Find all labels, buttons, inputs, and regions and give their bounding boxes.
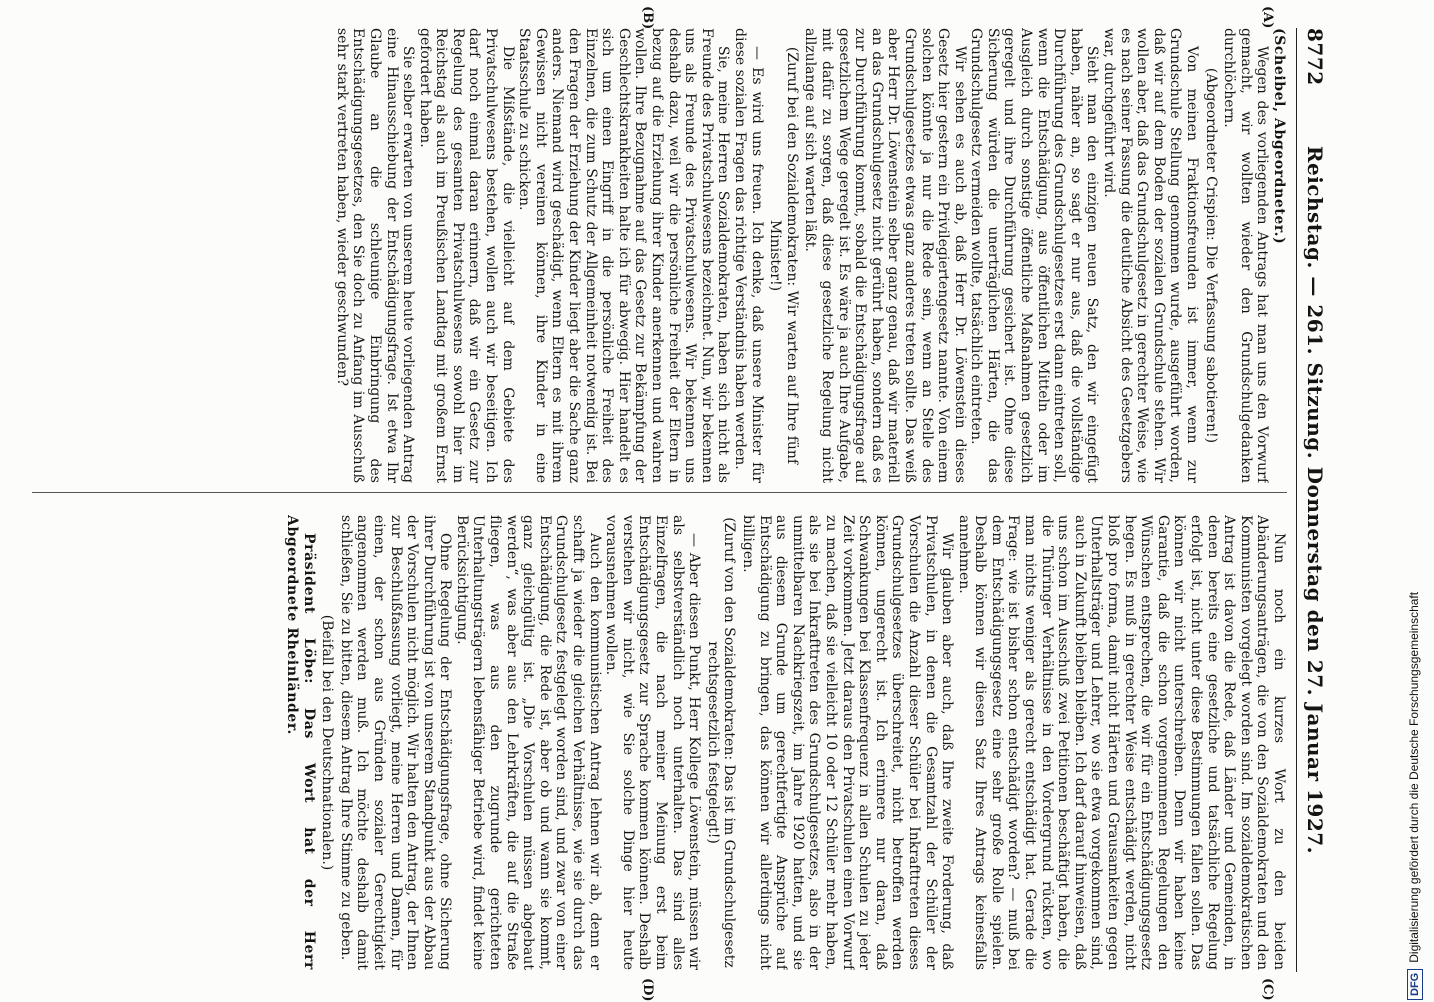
dfg-logo-icon: DFG <box>1407 969 1423 1000</box>
right-column <box>32 515 1287 970</box>
interjection: (Beifall bei den Deutschnationalen.) <box>319 614 336 871</box>
paragraph: Ohne Regelung der Entschädigungsfrage, ohne Sicherung ihrer Durchführung ist von unserem Standpunkt aus der Abbau der Vorschulen nicht möglich. Wir halten den Antrag, der Ihnen zur Beschlußfassung vorliegt, meine Herren und Damen, für einen, der schon aus Gründen sozialer Gerechtigkeit angenommen werden muß. Ich möchte deshalb damit schließen, Sie zu bitten, diesem Antrag Ihre Stimme zu geben. <box>337 515 454 970</box>
paragraph: Sie, meine Herren Sozialdemokraten, haben sich nicht als Freunde des Privatschulwesens bezeichnet. Nun, wir bekennen uns als Freunde des Privatschulwesens. Wir bekennen uns deshalb dazu, weil wir die persönliche Freiheit der Eltern in bezug auf die Erziehung ihrer Kinder anerkennen und wahren wollen. Ihre Bezugnahme auf das Gesetz zur Bekämpfung der Geschlechtskrankheiten halte ich für abwegig. Hier handelt es sich um einen Eingriff in die persönliche Freiheit des Einzelnen, die zum Schutz der Allgemeinheit notwendig ist. Bei den Fragen der Erziehung der Kinder liegt aber die Sache ganz anders. Niemand wird geschädigt, wenn Eltern es mit ihrem Gewissen nicht vereinen können, ihre Kinder in eine Staatsschule zu schicken. <box>516 28 732 483</box>
paragraph: Wir sehen es auch ab, daß Herr Dr. Löwenstein dieses Gesetz hier gestern ein Privilegiertengesetz nannte. Von einem solchen könnte ja nur die Rede sein, wenn an Stelle des Grundschulgesetzes etwas ganz anderes treten sollte. Das weiß aber Herr Dr. Löwenstein selber ganz genau, daß wir materiell an das Grundschulgesetz nicht gerührt haben, sondern daß es zur Durchführung kommt, sobald die Entschädigungsfrage auf gesetzlichem Wege geregelt ist. Es wäre ja auch Ihre Aufgabe, mit dafür zu sorgen, daß diese gesetzliche Regelung nicht allzulange auf sich warten läßt. <box>802 28 968 483</box>
page-title: Reichstag. — 261. Sitzung. Donnerstag den 27. Januar 1927. <box>1303 145 1327 855</box>
column-divider <box>32 492 1287 493</box>
margin-marker-b: (B) <box>640 6 655 30</box>
newspaper-page <box>15 0 1335 1000</box>
margin-marker-a: (A) <box>1260 6 1275 29</box>
paragraph: Wegen des vorliegenden Antrags hat man uns den Vorwurf gemacht, wir wollten wieder den Grundschulgedanken durchlöchern. <box>1221 28 1271 483</box>
credit-text: Digitalisierung gefördert durch die Deutsche Forschungsgemeinschaft <box>1407 591 1421 963</box>
speaker-label: (Scheibel, Abgeordneter.) <box>1271 28 1287 245</box>
paragraph: Auch den kommunistischen Antrag lehnen wir ab, denn er schafft ja wieder die gleichen Verhältnisse, wie sie durch das Grundschulgesetz festgelegt worden sind, und zwar von einer Entschädigung, die Rede ist, aber ob und wann sie kommt, ganz gleichgültig ist. „Die Vorschulen müssen abgebaut werden“, was aber aus den Lehrkräften, die auf die Straße fliegen, was aus den zugrunde gerichteten Unterhaltungsträgern lebensfähiger Betriebe wird, findet keine Berücksichtigung. <box>453 515 603 970</box>
paragraph: Nun noch ein kurzes Wort zu den beiden Abänderungsanträgen, die von den Sozialdemokraten und den Kommunisten vorgelegt worden sind. Im sozialdemokratischen Antrag ist davon die Rede, daß Länder und Gemeinden, in denen bereits eine gesetzliche und tatsächliche Regelung erfolgt ist, nicht unter diese Bestimmungen fallen sollen. Das können wir nicht unterschreiben. Denn wir haben keine Garantie, daß die schon vorgenommenen Regelungen den Wünschen entsprechen, die wir für ein Entschädigungsgesetz hegen. Es muß in gerechter Weise entschädigt werden, nicht bloß pro forma, damit nicht Härten und Grausamkeiten gegen Unterhaltsträger und Lehrer, wo sie etwa vorgekommen sind, auch in Zukunft bleiben bleiben. Ich darf darauf hinweisen, daß uns schon im Ausschuß zwei Petitionen beschäftigt haben, die die Thüringer Verhältnisse in den Vordergrund rückten, wo man nichts weniger als gerecht entschädigt hat. Gerade die Frage: wie ist bisher schon entschädigt worden? — muß bei dem Entschädigungsgesetz eine sehr große Rolle spielen. Deshalb können wir diesen Satz Ihres Antrags keinesfalls annehmen. <box>955 515 1287 970</box>
paragraph: Wir glauben aber auch, daß Ihre zweite Forderung, daß Privatschulen, in denen die Gesamtzahl der Schüler der Vorschulen die Anzahl dieser Schüler bei Inkrafttreten dieses Grundschulgesetzes überschreitet, nicht betroffen werden können, ungerecht ist. Ich erinnere nur daran, daß Schwankungen bei Klassenfrequenz in allen Schulen zu jeder Zeit vorkommen. Jetzt daraus den Privatschulen einen Vorwurf zu machen, daß sie vielleicht 10 oder 12 Schüler mehr haben, als sie bei Inkrafttreten des Grundschulgesetzes, also in der unmittelbaren Nachkriegszeit, im Jahre 1920 hatten, und sie aus diesem Grunde um gerechtfertigte Ansprüche auf Entschädigung zu bringen, das können wir allerdings nicht billigen. <box>740 515 956 970</box>
interjection: (Zuruf von den Sozialdemokraten: Das ist im Grundschulgesetz rechtsgesetzlich festgelegt!) <box>704 517 738 968</box>
president-statement: Präsident Löbe: Das Wort hat der Herr Abgeordnete Rheinländer. <box>283 515 317 970</box>
paragraph: — Es wird uns freuen. Ich denke, daß unsere Minister für diese sozialen Fragen das richtige Verständnis haben werden. <box>732 28 765 483</box>
digitization-credit <box>1404 20 1424 1000</box>
paragraph: — Aber diesen Punkt, Herr Kollege Löwenstein, müssen wir als selbstverständlich noch unterhalten. Das sind alles Einzelfragen, die nach meiner Meinung erst beim Entschädigungsgesetz zur Sprache kommen können. Deshalb verstehen wir nicht, wie Sie solche Dinge hier heute vorausnehmen wollen. <box>603 515 703 970</box>
interjection: (Zuruf bei den Sozialdemokraten: Wir warten auf Ihre fünf Minister!) <box>767 46 800 465</box>
header-rule <box>1296 28 1297 972</box>
paragraph: Sieht man den einzigen neuen Satz, den wir eingefügt haben, näher an, so sagt er nur aus, daß die vollständige Durchführung des Grundschulgesetzes erst dann eintreten soll, wenn die Entschädigung, aus öffentlichen Mitteln oder im Ausgleich durch sonstige öffentliche Maßnahmen gesetzlich geregelt und ihre Durchführung gesichert ist. Ohne diese Sicherung würden die unerträglichen Härten, die das Grundschulgesetz vermeiden wollte, tatsächlich eintreten. <box>968 28 1101 483</box>
paragraph: Von meinen Fraktionsfreunden ist immer, wenn zur Grundschule Stellung genommen wurde, ausgeführt worden, daß wir auf dem Boden der sozialen Grundschule stehen. Wir wollen aber, daß das Grundschulgesetz in gerechter Weise, wie es nach seiner Fassung die deutliche Absicht des Gesetzgebers war, durchgeführt wird. <box>1101 28 1201 483</box>
paragraph: Die Mißstände, die vielleicht auf dem Gebiete des Privatschulwesens bestehen, wollen auch wir beseitigen. Ich darf noch einmal daran erinnern, daß wir ein Gesetz zur Regelung des gesamten Privatschulwesens sowohl hier im Reichstag als auch im Preußischen Landtag mit großem Ernst gefordert haben. <box>416 28 516 483</box>
margin-marker-d: (D) <box>640 978 655 1002</box>
left-column <box>32 28 1287 483</box>
interjection: (Abgeordneter Crispien: Die Verfassung sabotieren!) <box>1202 67 1219 444</box>
margin-marker-c: (C) <box>1260 978 1275 1001</box>
page-number: 8772 <box>1303 28 1327 86</box>
running-head <box>1303 28 1327 972</box>
paragraph: Sie selber erwarten von unserem heute vorliegenden Antrag eine Hinausschiebung der Entschädigungsfrage. Ist etwa Ihr Glaube an die schleunige Einbringung des Entschädigungsgesetzes, den Sie doch zu Anfang im Ausschuß sehr stark vertreten haben, wieder geschwunden? <box>333 28 417 483</box>
